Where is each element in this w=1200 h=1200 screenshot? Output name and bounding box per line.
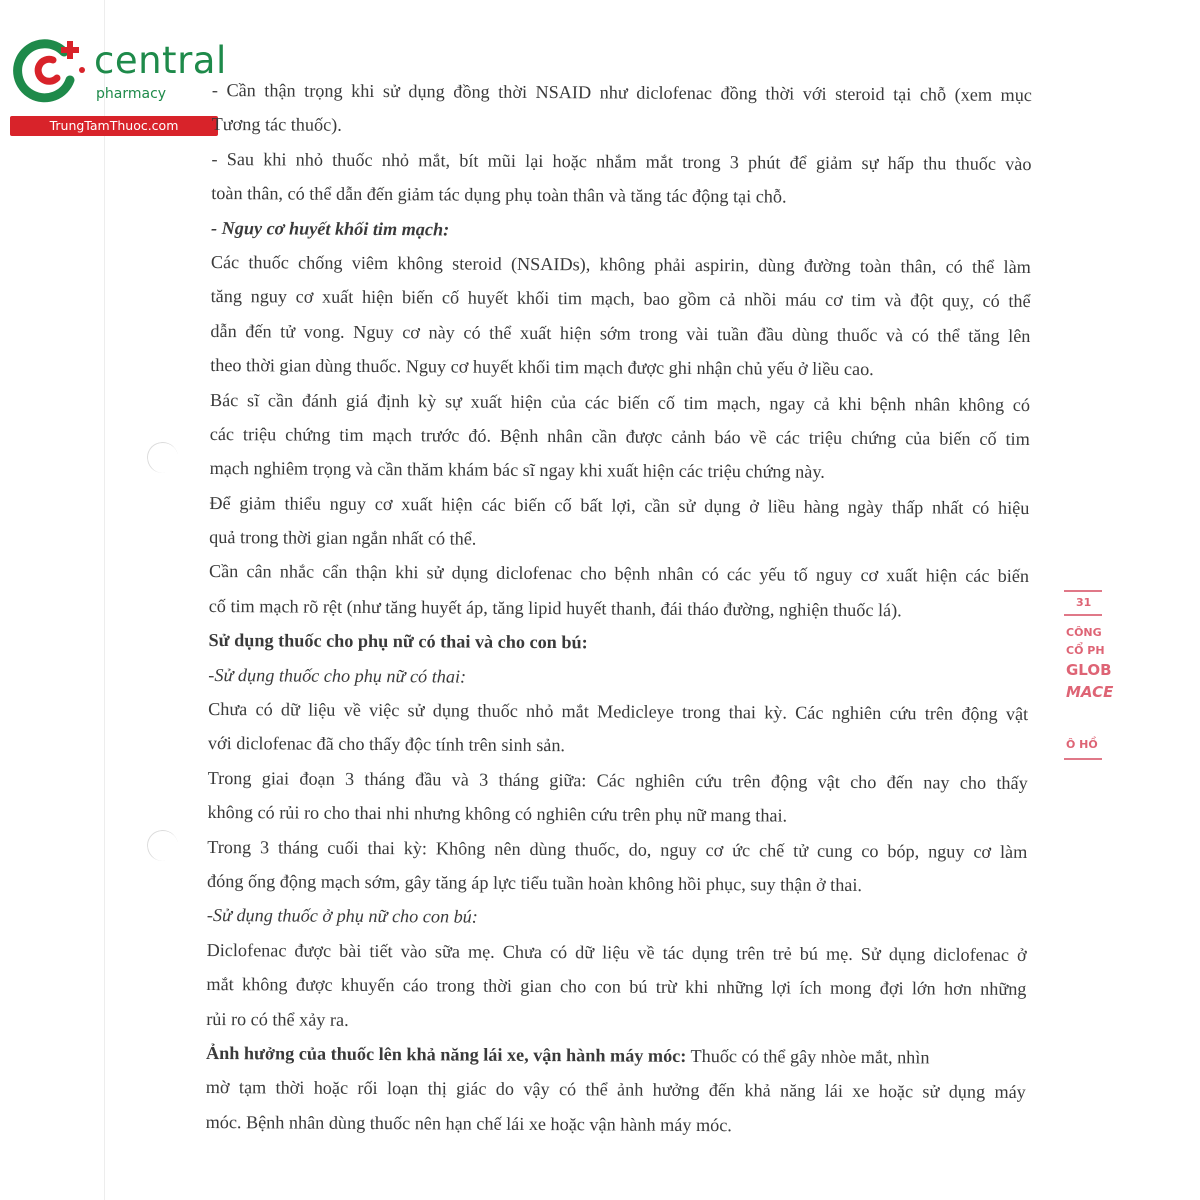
stamp-text: 31 [1076,596,1092,609]
stamp-rule [1064,590,1102,592]
text-line: Chưa có dữ liệu về việc sử dụng thuốc nhỏ mắt Medicleye trong thai kỳ. Các nghiên cứu trên động vật [208,699,1029,725]
logo-subtitle: pharmacy [96,86,167,102]
text-line: không có rủi ro cho thai nhi nhưng không có nghiên cứu trên phụ nữ mang thai. [207,802,788,826]
logo-name: central [94,39,227,82]
stamp-text: CÔNG [1066,626,1102,639]
pharmacy-cross-icon [12,36,90,104]
scan-page-edge [104,0,105,1200]
stamp-text: Ô HỒ [1066,738,1098,751]
text-line: đóng ống động mạch sớm, gây tăng áp lực tiểu tuần hoàn không hồi phục, suy thận ở thai. [207,870,863,895]
text-run: Thuốc có thể gây nhòe mắt, nhìn [686,1045,930,1068]
punch-hole-mark [145,440,181,476]
text-line: mạch nghiêm trọng và cần thăm khám bác sĩ ngay khi xuất hiện các triệu chứng này. [209,458,825,483]
text-line: dẫn đến tử vong. Nguy cơ này có thể xuất hiện sớm trong vài tuần đầu dùng thuốc và có thể tăng lên [210,320,1031,346]
section-heading: - Nguy cơ huyết khối tim mạch: [211,217,450,240]
text-line: móc. Bệnh nhân dùng thuốc nên hạn chế lái xe hoặc vận hành máy móc. [205,1111,732,1135]
central-pharmacy-logo [8,36,227,136]
stamp-text: MACE [1066,683,1114,701]
text-line: Bác sĩ cần đánh giá định kỳ sự xuất hiện của các biến cố tim mạch, ngay cả khi bệnh nhân không có [209,389,1031,415]
subsection-heading: -Sử dụng thuốc ở phụ nữ cho con bú: [206,905,478,928]
text-line: Các thuốc chống viêm không steroid (NSAIDs), không phải aspirin, dùng đường toàn thân, có thể làm [210,251,1031,277]
text-line: Để giảm thiểu nguy cơ xuất hiện các biến cố bất lợi, cần sử dụng ở liều hàng ngày thấp nhất có hiệu [209,492,1030,518]
text-line: quả trong thời gian ngắn nhất có thể. [209,527,477,549]
logo-url-banner: TrungTamThuoc.com [10,116,218,136]
text-line: - Cần thận trọng khi sử dụng đồng thời NSAID như diclofenac đồng thời với steroid tại chỗ (xem mục [211,79,1032,106]
text-line: Cần cân nhắc cẩn thận khi sử dụng diclofenac cho bệnh nhân có các yếu tố nguy cơ xuất hiện các biến [208,561,1030,587]
text-line: toàn thân, có thể dẫn đến giảm tác dụng phụ toàn thân và tăng tác động tại chỗ. [211,183,787,207]
text-line: với diclofenac đã cho thấy độc tính trên sinh sản. [207,733,566,756]
text-line: mờ tạm thời hoặc rối loạn thị giác do vậy có thể ảnh hưởng đến khả năng lái xe hoặc sử dụng máy [205,1077,1026,1103]
text-line: Trong 3 tháng cuối thai kỳ: Không nên dùng thuốc, do, nguy cơ ức chế tử cung co bóp, nguy cơ làm [207,836,1028,862]
text-line: Tương tác thuốc). [211,114,342,136]
stamp-text: GLOB [1066,661,1112,679]
text-line: - Sau khi nhỏ thuốc nhỏ mắt, bít mũi lại hoặc nhắm mắt trong 3 phút để giảm sự hấp thu thuốc vào [211,148,1032,174]
text-line-mixed [206,1039,1026,1078]
text-line: Trong giai đoạn 3 tháng đầu và 3 tháng giữa: Các nghiên cứu trên động vật cho đến nay cho thấy [207,767,1028,793]
text-line: tăng nguy cơ xuất hiện biến cố huyết khối tim mạch, bao gồm cả nhồi máu cơ tim và đột quỵ, có thể [210,286,1031,312]
punch-hole-mark [145,828,181,864]
section-heading: Sử dụng thuốc cho phụ nữ có thai và cho con bú: [208,630,588,653]
text-line: các triệu chứng tim mạch trước đó. Bệnh nhân cần được cảnh báo về các triệu chứng của biến cố tim [209,423,1030,449]
document-body [205,76,1031,1147]
stamp-text: CỔ PH [1066,644,1105,657]
inline-heading: Ảnh hưởng của thuốc lên khả năng lái xe, vận hành máy móc: [205,1042,687,1066]
text-line: Diclofenac được bài tiết vào sữa mẹ. Chưa có dữ liệu về tác dụng trên trẻ bú mẹ. Sử dụng diclofenac ở [206,939,1027,965]
text-line: theo thời gian dùng thuốc. Nguy cơ huyết khối tim mạch được ghi nhận chủ yếu ở liều cao. [210,355,874,380]
company-stamp [1064,584,1114,768]
text-line: mắt không được khuyến cáo trong thời gian cho con bú trừ khi những lợi ích mong đợi lớn hơn những [206,974,1027,1000]
stamp-rule [1064,614,1102,616]
subsection-heading: -Sử dụng thuốc cho phụ nữ có thai: [208,664,467,687]
stamp-rule [1064,758,1102,760]
text-line: rủi ro có thể xảy ra. [206,1008,349,1030]
text-line: cố tim mạch rõ rệt (như tăng huyết áp, tăng lipid huyết thanh, đái tháo đường, nghiện thuốc lá). [208,595,902,621]
